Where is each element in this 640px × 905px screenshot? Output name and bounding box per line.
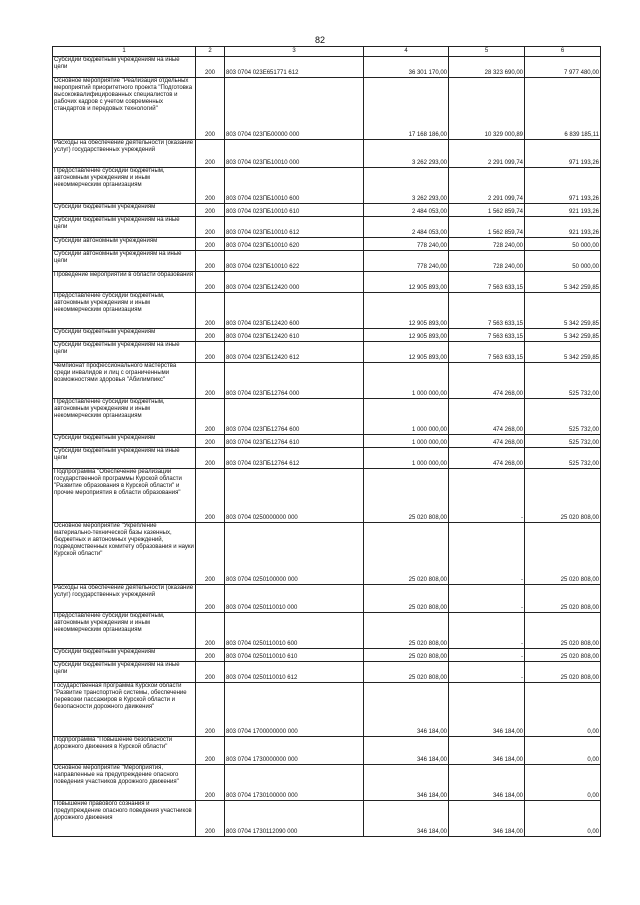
row-value-col-4: 25 020 808,00 [364, 469, 449, 523]
row-value-col-4: 25 020 808,00 [364, 613, 449, 649]
row-code: 803 0704 023ПБ10010 000 [225, 140, 364, 168]
row-code: 803 0704 023ПБ12764 600 [225, 399, 364, 435]
row-value-col-4: 12 905 893,00 [364, 272, 449, 293]
row-value-col-5: 346 184,00 [449, 801, 525, 837]
row-value-col-5: 474 268,00 [449, 448, 525, 469]
row-grbs: 200 [196, 662, 225, 683]
row-value-col-4: 346 184,00 [364, 801, 449, 837]
header-col-5: 5 [449, 47, 525, 57]
table-row [53, 399, 601, 435]
row-value-col-4: 778 240,00 [364, 251, 449, 272]
row-value-col-6: 525 732,00 [525, 399, 601, 435]
row-value-col-4: 25 020 808,00 [364, 649, 449, 662]
row-name: Субсидии автономным учреждениям на иные цели [53, 251, 196, 272]
row-name: Основное мероприятие "Реализация отдельных мероприятий приоритетного проекта "Подготовка высококвалифицированных специалистов и рабочих кадров с учетом современных стандартов и передовых технологий" [53, 78, 196, 140]
row-name: Субсидии автономным учреждениям [53, 238, 196, 251]
row-value-col-4: 346 184,00 [364, 737, 449, 765]
row-value-col-5: 7 563 633,15 [449, 342, 525, 363]
row-value-col-6: 5 342 259,85 [525, 293, 601, 329]
table-row [53, 217, 601, 238]
header-col-3: 3 [225, 47, 364, 57]
table-row [53, 238, 601, 251]
row-name: Подпрограмма "Повышение безопасности дорожного движения в Курской области" [53, 737, 196, 765]
row-value-col-6: 0,00 [525, 765, 601, 801]
row-grbs: 200 [196, 585, 225, 613]
row-value-col-6: 50 000,00 [525, 251, 601, 272]
table-row [53, 57, 601, 78]
row-grbs: 200 [196, 448, 225, 469]
row-value-col-4: 12 905 893,00 [364, 329, 449, 342]
row-value-col-5: 474 268,00 [449, 399, 525, 435]
table-row [53, 683, 601, 737]
row-code: 803 0704 023ПБ10010 612 [225, 217, 364, 238]
row-name: Чемпионат профессионального мастерства среди инвалидов и лиц с ограниченными возможностями здоровья "Абилимпикс" [53, 363, 196, 399]
row-grbs: 200 [196, 168, 225, 204]
row-grbs: 200 [196, 204, 225, 217]
table-row [53, 448, 601, 469]
row-code: 803 0704 0250110010 600 [225, 613, 364, 649]
row-code: 803 0704 1730112090 000 [225, 801, 364, 837]
row-value-col-6: 7 977 480,00 [525, 57, 601, 78]
table-row [53, 765, 601, 801]
row-value-col-4: 12 905 893,00 [364, 293, 449, 329]
row-value-col-4: 12 905 893,00 [364, 342, 449, 363]
row-value-col-5: 346 184,00 [449, 737, 525, 765]
row-value-col-4: 2 484 053,00 [364, 217, 449, 238]
row-grbs: 200 [196, 765, 225, 801]
row-name: Предоставление субсидий бюджетным, автономным учреждениям и иным некоммерческим организациям [53, 399, 196, 435]
row-name: Субсидии бюджетным учреждениям на иные цели [53, 662, 196, 683]
row-grbs: 200 [196, 613, 225, 649]
row-value-col-4: 36 301 170,00 [364, 57, 449, 78]
table-row [53, 293, 601, 329]
row-name: Основное мероприятие "Мероприятия, направленные на предупреждение опасного поведения участников дорожного движения" [53, 765, 196, 801]
row-grbs: 200 [196, 238, 225, 251]
row-grbs: 200 [196, 329, 225, 342]
row-grbs: 200 [196, 801, 225, 837]
row-value-col-6: 971 193,26 [525, 168, 601, 204]
row-value-col-5: - [449, 523, 525, 585]
table-row [53, 140, 601, 168]
row-name: Расходы на обеспечение деятельности (оказание услуг) государственных учреждений [53, 140, 196, 168]
row-grbs: 200 [196, 140, 225, 168]
table-row [53, 613, 601, 649]
row-value-col-4: 1 000 000,00 [364, 448, 449, 469]
row-grbs: 200 [196, 683, 225, 737]
table-row [53, 78, 601, 140]
table-row [53, 363, 601, 399]
row-code: 803 0704 023Е651771 612 [225, 57, 364, 78]
row-name: Проведение мероприятий в области образования [53, 272, 196, 293]
row-value-col-5: 2 291 099,74 [449, 140, 525, 168]
row-value-col-5: - [449, 662, 525, 683]
row-name: Субсидии бюджетным учреждениям на иные цели [53, 342, 196, 363]
header-col-6: 6 [525, 47, 601, 57]
table-row [53, 342, 601, 363]
table-row [53, 585, 601, 613]
row-code: 803 0704 1730000000 000 [225, 737, 364, 765]
row-value-col-5: 474 268,00 [449, 435, 525, 448]
row-grbs: 200 [196, 272, 225, 293]
row-value-col-6: 0,00 [525, 737, 601, 765]
row-value-col-5: 10 329 000,89 [449, 78, 525, 140]
table-row [53, 168, 601, 204]
header-col-2: 2 [196, 47, 225, 57]
row-value-col-6: 5 342 259,85 [525, 342, 601, 363]
table-row [53, 523, 601, 585]
table-row [53, 801, 601, 837]
row-name: Предоставление субсидий бюджетным, автономным учреждениям и иным некоммерческим организациям [53, 168, 196, 204]
row-value-col-6: 921 193,26 [525, 217, 601, 238]
row-code: 803 0704 1730100000 000 [225, 765, 364, 801]
row-value-col-6: 5 342 259,85 [525, 329, 601, 342]
row-code: 803 0704 0250110010 610 [225, 649, 364, 662]
row-value-col-6: 525 732,00 [525, 448, 601, 469]
header-row [53, 47, 601, 57]
row-value-col-5: 7 563 633,15 [449, 293, 525, 329]
row-value-col-4: 346 184,00 [364, 765, 449, 801]
row-grbs: 200 [196, 78, 225, 140]
budget-table [52, 46, 601, 837]
row-code: 803 0704 023ПБ12420 610 [225, 329, 364, 342]
row-grbs: 200 [196, 293, 225, 329]
row-name: Субсидии бюджетным учреждениям [53, 435, 196, 448]
row-code: 803 0704 0250100000 000 [225, 523, 364, 585]
row-code: 803 0704 0250000000 000 [225, 469, 364, 523]
row-value-col-4: 778 240,00 [364, 238, 449, 251]
row-code: 803 0704 023ПБ10010 620 [225, 238, 364, 251]
row-name: Государственная программа Курской области "Развитие транспортной системы, обеспечение перевозки пассажиров в Курской области и безопасности дорожного движения" [53, 683, 196, 737]
row-value-col-4: 346 184,00 [364, 683, 449, 737]
table-body [53, 57, 601, 837]
row-name: Субсидии бюджетным учреждениям на иные цели [53, 57, 196, 78]
row-value-col-6: 5 342 259,85 [525, 272, 601, 293]
row-code: 803 0704 023ПБ12764 000 [225, 363, 364, 399]
row-value-col-6: 525 732,00 [525, 435, 601, 448]
row-code: 803 0704 023ПБ00000 000 [225, 78, 364, 140]
row-name: Субсидии бюджетным учреждениям [53, 649, 196, 662]
row-code: 803 0704 0250110010 612 [225, 662, 364, 683]
row-value-col-4: 1 000 000,00 [364, 435, 449, 448]
row-code: 803 0704 023ПБ12420 600 [225, 293, 364, 329]
row-name: Субсидии бюджетным учреждениям [53, 329, 196, 342]
table-row [53, 649, 601, 662]
header-col-1: 1 [53, 47, 196, 57]
row-value-col-5: 346 184,00 [449, 765, 525, 801]
row-value-col-4: 25 020 808,00 [364, 585, 449, 613]
row-grbs: 200 [196, 342, 225, 363]
row-value-col-5: 1 562 859,74 [449, 204, 525, 217]
row-code: 803 0704 023ПБ12764 610 [225, 435, 364, 448]
row-value-col-5: 346 184,00 [449, 683, 525, 737]
row-name: Субсидии бюджетным учреждениям на иные цели [53, 217, 196, 238]
row-name: Основное мероприятие "Укрепление материально-технической базы казенных, бюджетных и автономных учреждений, подведомственных комитету образования и науки Курской области" [53, 523, 196, 585]
row-value-col-5: 728 240,00 [449, 238, 525, 251]
row-value-col-6: 25 020 808,00 [525, 585, 601, 613]
row-value-col-5: - [449, 585, 525, 613]
row-code: 803 0704 1700000000 000 [225, 683, 364, 737]
table-row [53, 662, 601, 683]
row-value-col-6: 25 020 808,00 [525, 662, 601, 683]
row-value-col-5: - [449, 649, 525, 662]
row-value-col-6: 0,00 [525, 801, 601, 837]
row-value-col-6: 25 020 808,00 [525, 613, 601, 649]
row-value-col-6: 6 839 185,11 [525, 78, 601, 140]
row-grbs: 200 [196, 399, 225, 435]
row-code: 803 0704 023ПБ10010 600 [225, 168, 364, 204]
page-number: 82 [314, 35, 325, 45]
row-value-col-5: - [449, 613, 525, 649]
table-row [53, 204, 601, 217]
row-grbs: 200 [196, 649, 225, 662]
row-value-col-4: 1 000 000,00 [364, 399, 449, 435]
row-value-col-5: - [449, 469, 525, 523]
row-grbs: 200 [196, 217, 225, 238]
row-grbs: 200 [196, 251, 225, 272]
row-name: Повышение правового сознания и предупреждение опасного поведения участников дорожного движения [53, 801, 196, 837]
row-value-col-4: 25 020 808,00 [364, 662, 449, 683]
row-code: 803 0704 023ПБ10010 622 [225, 251, 364, 272]
row-value-col-4: 3 262 293,00 [364, 168, 449, 204]
row-value-col-5: 7 563 633,15 [449, 329, 525, 342]
row-code: 803 0704 023ПБ12420 612 [225, 342, 364, 363]
row-value-col-6: 25 020 808,00 [525, 469, 601, 523]
row-grbs: 200 [196, 435, 225, 448]
row-grbs: 200 [196, 523, 225, 585]
table-row [53, 469, 601, 523]
row-value-col-6: 25 020 808,00 [525, 523, 601, 585]
row-grbs: 200 [196, 363, 225, 399]
row-value-col-4: 1 000 000,00 [364, 363, 449, 399]
row-value-col-4: 2 484 053,00 [364, 204, 449, 217]
table-row [53, 737, 601, 765]
row-code: 803 0704 023ПБ12420 000 [225, 272, 364, 293]
table-row [53, 435, 601, 448]
row-value-col-6: 971 193,26 [525, 140, 601, 168]
row-code: 803 0704 023ПБ12764 612 [225, 448, 364, 469]
row-value-col-5: 1 562 859,74 [449, 217, 525, 238]
row-name: Субсидии бюджетным учреждениям на иные цели [53, 448, 196, 469]
table-row [53, 272, 601, 293]
row-name: Расходы на обеспечение деятельности (оказание услуг) государственных учреждений [53, 585, 196, 613]
row-value-col-5: 474 268,00 [449, 363, 525, 399]
row-value-col-5: 28 323 690,00 [449, 57, 525, 78]
row-value-col-5: 7 563 633,15 [449, 272, 525, 293]
row-value-col-6: 50 000,00 [525, 238, 601, 251]
row-value-col-5: 728 240,00 [449, 251, 525, 272]
table-row [53, 251, 601, 272]
row-value-col-5: 2 291 099,74 [449, 168, 525, 204]
row-value-col-4: 17 168 186,00 [364, 78, 449, 140]
row-value-col-6: 525 732,00 [525, 363, 601, 399]
row-name: Подпрограмма "Обеспечение реализации государственной программы Курской области "Развитие образования в Курской области" и прочие мероприятия в области образования" [53, 469, 196, 523]
row-code: 803 0704 023ПБ10010 610 [225, 204, 364, 217]
row-grbs: 200 [196, 737, 225, 765]
table-row [53, 329, 601, 342]
header-col-4: 4 [364, 47, 449, 57]
row-grbs: 200 [196, 57, 225, 78]
row-value-col-6: 0,00 [525, 683, 601, 737]
row-name: Предоставление субсидий бюджетным, автономным учреждениям и иным некоммерческим организациям [53, 613, 196, 649]
row-value-col-6: 921 193,26 [525, 204, 601, 217]
row-value-col-4: 25 020 808,00 [364, 523, 449, 585]
row-name: Субсидии бюджетным учреждениям [53, 204, 196, 217]
row-name: Предоставление субсидий бюджетным, автономным учреждениям и иным некоммерческим организациям [53, 293, 196, 329]
row-value-col-4: 3 262 293,00 [364, 140, 449, 168]
row-code: 803 0704 0250110010 000 [225, 585, 364, 613]
row-value-col-6: 25 020 808,00 [525, 649, 601, 662]
row-grbs: 200 [196, 469, 225, 523]
